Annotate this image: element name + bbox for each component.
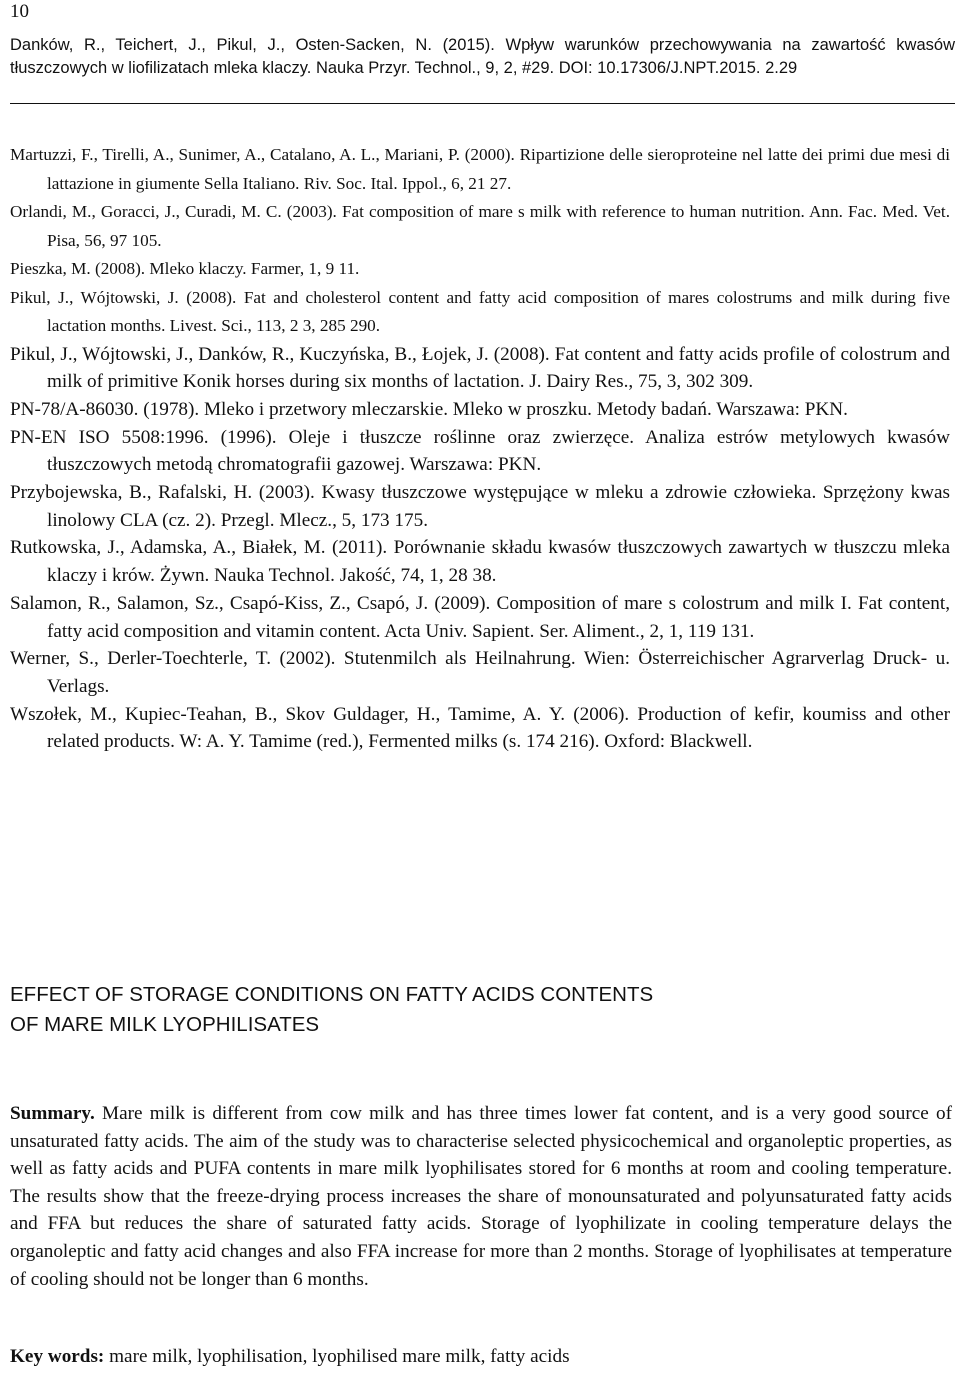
reference-item: Przybojewska, B., Rafalski, H. (2003). Kwasy tłuszczowe występujące w mleku a zdrowie człowieka. Sprzężony kwas linolowy CLA (cz. 2). Przegl. Mlecz., 5, 173 175.: [10, 482, 950, 531]
summary-label: Summary.: [10, 1103, 95, 1124]
english-title-line: OF MARE MILK LYOPHILISATES: [10, 1013, 320, 1036]
reference-item: PN-78/A-86030. (1978). Mleko i przetwory mleczarskie. Mleko w proszku. Metody badań. Warszawa: PKN.: [10, 398, 848, 420]
reference-item: PN-EN ISO 5508:1996. (1996). Oleje i tłuszcze roślinne oraz zwierzęce. Analiza estrów metylowych kwasów tłuszczowych metodą chromatografii gazowej. Warszawa: PKN.: [10, 426, 950, 476]
reference-item: Wszołek, M., Kupiec-Teahan, B., Skov Guldager, H., Tamime, A. Y. (2006). Production of kefir, koumiss and other related products. W: A. Y. Tamime (red.), Fermented milks (s. 174 216). Oxford: Blackwell.: [10, 703, 950, 753]
reference-item: Pikul, J., Wójtowski, J., Danków, R., Kuczyńska, B., Łojek, J. (2008). Fat content and fatty acids profile of colostrum and milk of primitive Konik horses during six months of lactation. J. Dairy Res., 75, 3, 302 309.: [10, 343, 950, 393]
reference-item: Orlandi, M., Goracci, J., Curadi, M. C. (2003). Fat composition of mare s milk with reference to human nutrition. Ann. Fac. Med. Vet. Pisa, 56, 97 105.: [10, 202, 950, 250]
page-number: 10: [10, 1, 29, 22]
reference-item: Pikul, J., Wójtowski, J. (2008). Fat and cholesterol content and fatty acid composition of mares colostrums and milk during five lactation months. Livest. Sci., 113, 2 3, 285 290.: [10, 287, 950, 335]
english-title: [10, 980, 950, 1040]
reference-item: Martuzzi, F., Tirelli, A., Sunimer, A., Catalano, A. L., Mariani, P. (2000). Ripartizione delle sieroproteine nel latte dei primi due mesi di lattazione in giumente Sella Italiano. Riv. Soc. Ital. Ippol., 6, 21 27.: [10, 145, 950, 193]
reference-item: Rutkowska, J., Adamska, A., Białek, M. (2011). Porównanie składu kwasów tłuszczowych zawartych w tłuszczu mleka klaczy i krów. Żywn. Nauka Technol. Jakość, 74, 1, 28 38.: [10, 537, 950, 587]
reference-item: Salamon, R., Salamon, Sz., Csapó-Kiss, Z., Csapó, J. (2009). Composition of mare s colostrum and milk I. Fat content, fatty acid composition and vitamin content. Acta Univ. Sapient. Ser. Aliment., 2, 1, 119 131.: [10, 592, 950, 642]
header-citation: Danków, R., Teichert, J., Pikul, J., Osten-Sacken, N. (2015). Wpływ warunków przechowywania na zawartość kwasów tłuszczowych w liofilizatach mleka klaczy. Nauka Przyr. Technol., 9, 2, #29. DOI: 10.17306/J.NPT.2015. 2.29: [10, 36, 955, 77]
keywords-text: mare milk, lyophilisation, lyophilised mare milk, fatty acids: [109, 1346, 570, 1367]
summary-paragraph: [10, 1100, 952, 1293]
header-divider: [10, 103, 955, 104]
reference-list: [10, 141, 950, 756]
english-title-line: EFFECT OF STORAGE CONDITIONS ON FATTY ACIDS CONTENTS: [10, 983, 654, 1006]
keywords-line: [10, 1343, 952, 1371]
summary-text: Mare milk is different from cow milk and has three times lower fat content, and is a very good source of unsaturated fatty acids. The aim of the study was to characterise selected physicochemical and organoleptic properties, as well as fatty acids and PUFA contents in mare milk lyophilisates stored for 6 months at room and cooling temperature. The results show that the freeze-drying process increases the share of monounsaturated and polyunsaturated fatty acids and FFA but reduces the share of saturated fatty acids. Storage of lyophilizate in cooling temperature delays the organoleptic and fatty acid changes and also FFA increase for more than 2 months. Storage of lyophilisates at temperature of cooling should not be longer than 6 months.: [10, 1103, 952, 1290]
reference-item: Pieszka, M. (2008). Mleko klaczy. Farmer, 1, 9 11.: [10, 259, 360, 278]
keywords-label: Key words:: [10, 1346, 105, 1367]
reference-item: Werner, S., Derler-Toechterle, T. (2002). Stutenmilch als Heilnahrung. Wien: Österreichischer Agrarverlag Druck- u. Verlags.: [10, 648, 950, 697]
